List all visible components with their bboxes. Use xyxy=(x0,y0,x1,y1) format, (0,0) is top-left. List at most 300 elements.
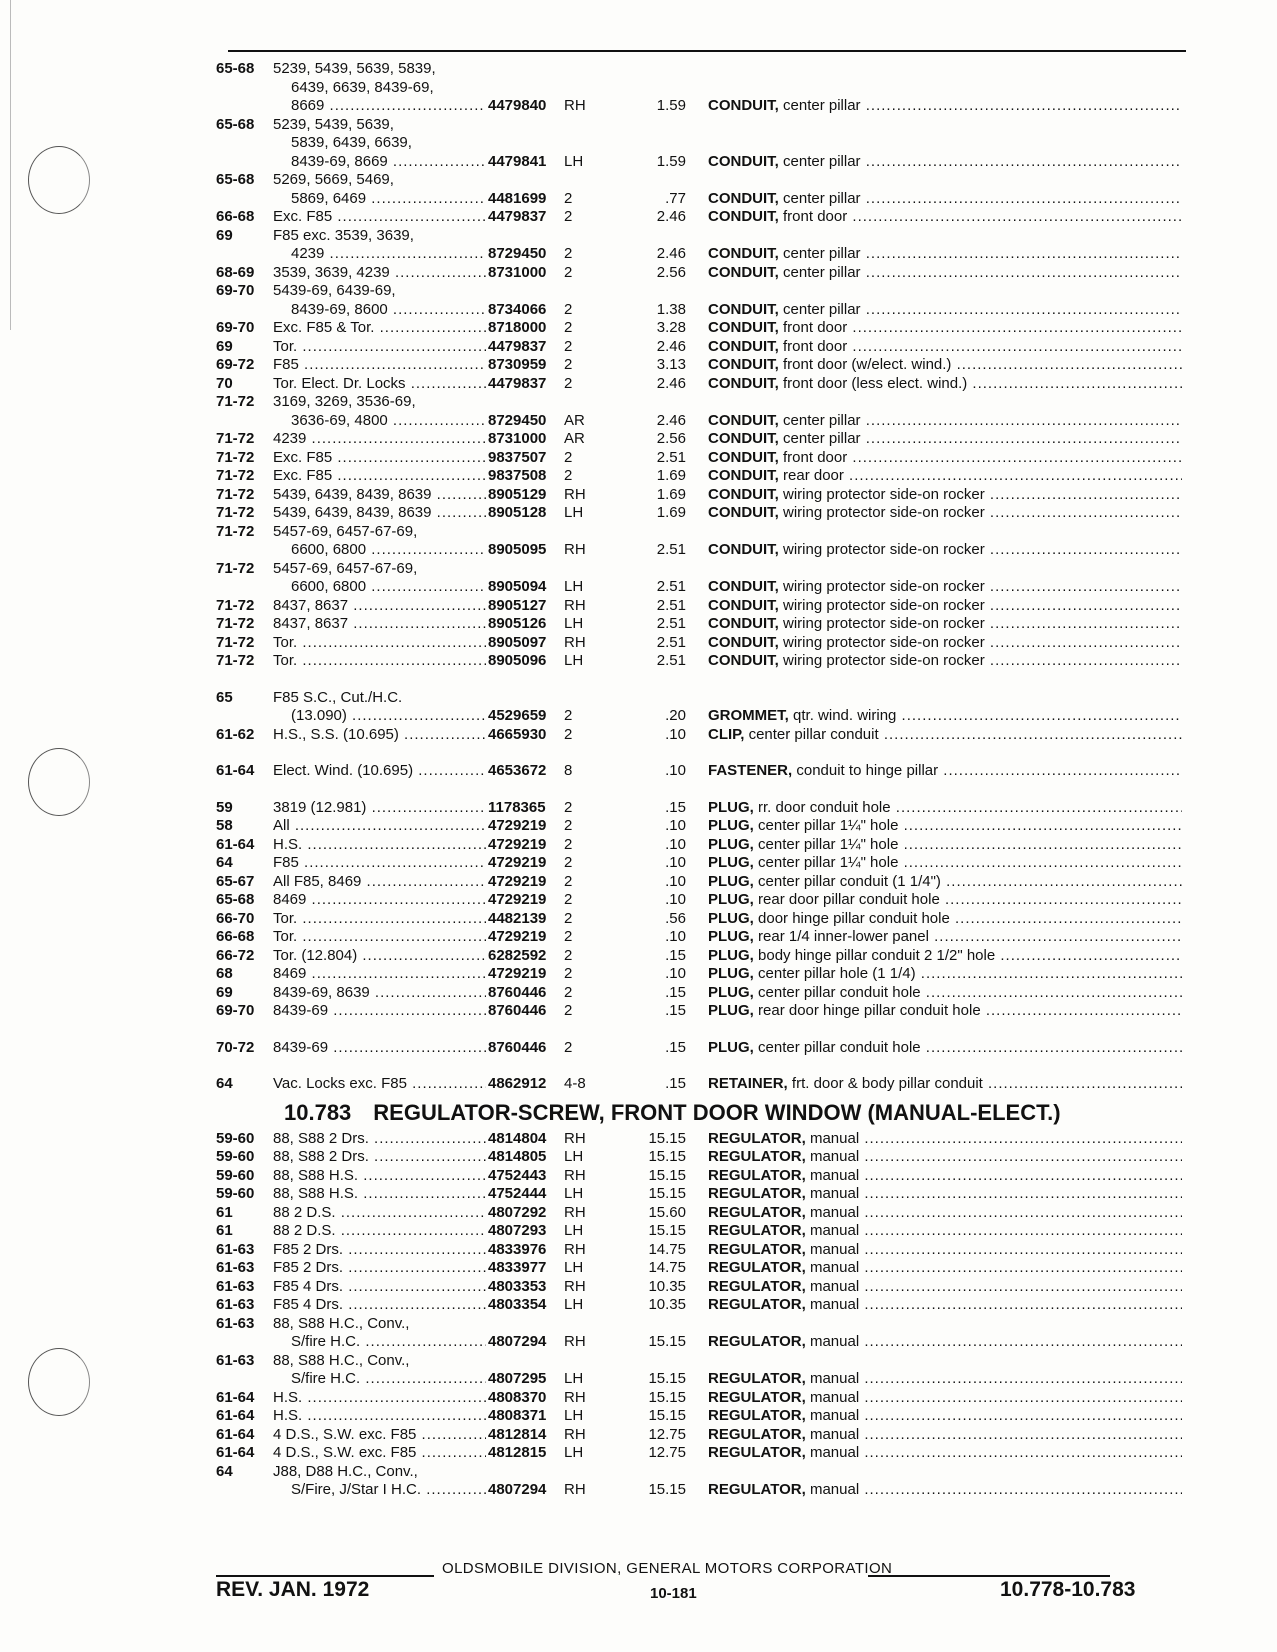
model-applicability: 5439-69, 6439-69, xyxy=(273,282,396,299)
part-name: CONDUIT, xyxy=(708,596,779,614)
model-applicability: Exc. F85 ..... xyxy=(273,467,486,486)
quantity: 2 xyxy=(564,707,573,724)
part-row xyxy=(216,1463,1188,1482)
quantity: 2 xyxy=(564,1038,573,1056)
part-row xyxy=(216,817,1188,836)
quantity: RH xyxy=(564,541,586,558)
model-applicability: 88 2 D.S. ..... xyxy=(273,1204,486,1223)
list-price: 14.75 xyxy=(648,1240,686,1258)
part-number: 4812814 xyxy=(488,1425,547,1443)
part-row xyxy=(216,1241,1188,1260)
model-applicability: All F85, 8469 ..... xyxy=(273,873,486,892)
part-name: REGULATOR, xyxy=(708,1203,806,1221)
part-number: 4729219 xyxy=(488,872,547,890)
part-row xyxy=(216,208,1188,227)
part-description xyxy=(708,762,1182,781)
part-description xyxy=(708,486,1182,505)
part-detail: wiring protector side-on rocker xyxy=(783,504,985,521)
part-description xyxy=(708,597,1182,616)
model-years: 71-72 xyxy=(216,393,255,410)
part-name: PLUG, xyxy=(708,983,754,1001)
model-applicability: Exc. F85 ..... xyxy=(273,449,486,468)
quantity: 2 xyxy=(564,300,573,318)
part-number: 4729219 xyxy=(488,965,547,982)
part-row xyxy=(216,891,1188,910)
part-name: CONDUIT, xyxy=(708,504,779,521)
part-name: CONDUIT, xyxy=(708,374,779,392)
part-name: REGULATOR, xyxy=(708,1407,806,1424)
part-detail: manual xyxy=(809,1388,860,1406)
part-detail: wiring protector side-on rocker xyxy=(783,615,985,632)
part-detail: manual xyxy=(809,1277,860,1295)
part-detail: center pillar xyxy=(783,300,861,318)
part-description xyxy=(708,1370,1182,1389)
part-number: 4808370 xyxy=(488,1388,547,1406)
part-description xyxy=(708,615,1182,634)
model-applicability: 4239 ..... xyxy=(291,245,486,264)
part-number: 8729450 xyxy=(488,245,547,262)
part-number: 9837508 xyxy=(488,467,547,484)
part-row xyxy=(216,1481,1188,1500)
model-applicability: 5269, 5669, 5469, xyxy=(273,171,394,188)
part-row xyxy=(216,319,1188,338)
part-description xyxy=(708,97,1182,116)
part-description xyxy=(708,356,1182,375)
quantity: RH xyxy=(564,1388,586,1406)
part-detail: manual xyxy=(809,1407,860,1424)
part-row xyxy=(216,1185,1188,1204)
part-number: 4752443 xyxy=(488,1166,547,1184)
part-row xyxy=(216,153,1188,172)
part-detail: manual xyxy=(809,1370,860,1387)
model-years: 66-68 xyxy=(216,208,255,225)
part-row xyxy=(216,1407,1188,1426)
quantity: RH xyxy=(564,97,586,114)
model-years: 64 xyxy=(216,1075,233,1092)
list-price: .77 xyxy=(665,189,686,207)
model-years: 71-72 xyxy=(216,430,255,447)
quantity: RH xyxy=(564,1425,586,1443)
part-number: 4729219 xyxy=(488,817,547,834)
part-number: 8905095 xyxy=(488,541,547,558)
parts-table xyxy=(216,60,1188,1500)
model-applicability: J88, D88 H.C., Conv., xyxy=(273,1462,418,1480)
part-description xyxy=(708,1075,1182,1094)
part-row xyxy=(216,965,1188,984)
list-price: 2.51 xyxy=(656,615,686,632)
model-years: 61-63 xyxy=(216,1314,255,1332)
list-price: .10 xyxy=(665,725,686,743)
model-years: 71-72 xyxy=(216,485,255,503)
part-row xyxy=(216,134,1188,153)
part-row xyxy=(216,854,1188,873)
model-years: 66-70 xyxy=(216,909,255,927)
part-number: 8905096 xyxy=(488,652,547,669)
part-description xyxy=(708,836,1182,855)
part-row xyxy=(216,762,1188,781)
quantity: 2 xyxy=(564,245,573,262)
quantity: 2 xyxy=(564,891,573,908)
list-price: 2.51 xyxy=(656,633,686,651)
part-number: 8730959 xyxy=(488,356,547,373)
quantity: RH xyxy=(564,596,586,614)
part-detail: rear door xyxy=(783,467,844,484)
part-description xyxy=(708,817,1182,836)
quantity: 2 xyxy=(564,854,573,871)
part-name: CONDUIT, xyxy=(708,300,779,318)
part-name: REGULATOR, xyxy=(708,1148,806,1165)
model-applicability: F85 S.C., Cut./H.C. xyxy=(273,688,403,706)
part-name: REGULATOR, xyxy=(708,1333,806,1350)
quantity: 2 xyxy=(564,319,573,336)
part-description xyxy=(708,1333,1182,1352)
part-detail: center pillar xyxy=(783,189,861,207)
part-row xyxy=(216,984,1188,1003)
part-detail: front door xyxy=(783,319,848,336)
model-years: 61 xyxy=(216,1203,233,1221)
list-price: 15.15 xyxy=(648,1166,686,1184)
part-name: GROMMET, xyxy=(708,707,789,724)
binder-hole-top xyxy=(28,146,90,214)
model-applicability: 8669 ..... xyxy=(291,97,486,116)
part-detail: center pillar conduit (1 1/4") xyxy=(758,872,941,890)
model-applicability: 8469 ..... xyxy=(273,965,486,984)
list-price: 2.46 xyxy=(656,245,686,262)
model-applicability: 5839, 6439, 6639, xyxy=(291,134,412,151)
revision-date: REV. JAN. 1972 xyxy=(216,1578,370,1601)
part-row xyxy=(216,799,1188,818)
list-price: 15.15 xyxy=(648,1333,686,1350)
page-number: 10-181 xyxy=(650,1585,697,1602)
quantity: 2 xyxy=(564,356,573,373)
model-years: 70-72 xyxy=(216,1038,255,1056)
list-price: 2.51 xyxy=(656,541,686,558)
list-price: 15.15 xyxy=(648,1129,686,1147)
part-row xyxy=(216,1130,1188,1149)
part-description xyxy=(708,910,1182,929)
quantity: 2 xyxy=(564,1002,573,1019)
part-row xyxy=(216,245,1188,264)
model-years: 71-72 xyxy=(216,559,255,577)
part-detail: wiring protector side-on rocker xyxy=(783,652,985,669)
part-number: 4803353 xyxy=(488,1277,547,1295)
part-number: 4807294 xyxy=(488,1481,547,1498)
model-years: 61-63 xyxy=(216,1259,255,1276)
part-name: PLUG, xyxy=(708,798,754,816)
part-row xyxy=(216,1426,1188,1445)
part-number: 4729219 xyxy=(488,891,547,908)
model-years: 59 xyxy=(216,798,233,816)
quantity: 2 xyxy=(564,725,573,743)
list-price: .10 xyxy=(665,835,686,853)
part-description xyxy=(708,430,1182,449)
model-applicability: 88, S88 H.C., Conv., xyxy=(273,1314,410,1332)
part-number: 8905128 xyxy=(488,504,547,521)
list-price: 2.51 xyxy=(656,596,686,614)
section-title: REGULATOR-SCREW, FRONT DOOR WINDOW (MANUAL-ELECT.) xyxy=(373,1099,1061,1125)
part-description xyxy=(708,1167,1182,1186)
model-applicability: (13.090) ..... xyxy=(291,707,486,726)
quantity: LH xyxy=(564,1222,584,1239)
part-number: 4479837 xyxy=(488,337,547,355)
part-number: 4807295 xyxy=(488,1370,547,1387)
part-description xyxy=(708,449,1182,468)
model-applicability: F85 2 Drs. ..... xyxy=(273,1241,486,1260)
list-price: .10 xyxy=(665,854,686,871)
part-detail: qtr. wind. wiring xyxy=(793,707,897,724)
part-description xyxy=(708,984,1182,1003)
part-row xyxy=(216,60,1188,79)
part-detail: manual xyxy=(809,1444,860,1461)
model-applicability: 4 D.S., S.W. exc. F85 ..... xyxy=(273,1444,486,1463)
list-price: 15.15 xyxy=(648,1388,686,1406)
part-detail: center pillar conduit xyxy=(748,725,879,743)
list-price: 2.56 xyxy=(656,430,686,447)
part-name: REGULATOR, xyxy=(708,1166,806,1184)
model-applicability: 5457-69, 6457-67-69, xyxy=(273,559,418,577)
part-description xyxy=(708,1278,1182,1297)
part-detail: body hinge pillar conduit 2 1/2" hole xyxy=(758,946,996,964)
part-detail: manual xyxy=(809,1166,860,1184)
part-detail: frt. door & body pillar conduit xyxy=(791,1075,983,1092)
part-name: PLUG, xyxy=(708,909,754,927)
part-detail: center pillar xyxy=(783,263,861,281)
part-name: PLUG, xyxy=(708,965,754,982)
part-row xyxy=(216,634,1188,653)
part-name: CONDUIT, xyxy=(708,652,779,669)
part-row xyxy=(216,504,1188,523)
model-years: 66-72 xyxy=(216,946,255,964)
model-years: 69-70 xyxy=(216,282,255,299)
part-description xyxy=(708,578,1182,597)
model-applicability: 8439-69 ..... xyxy=(273,1039,486,1058)
part-name: REGULATOR, xyxy=(708,1296,806,1313)
quantity: RH xyxy=(564,1203,586,1221)
model-years: 68 xyxy=(216,965,233,982)
part-name: PLUG, xyxy=(708,946,754,964)
model-years: 64 xyxy=(216,1462,233,1480)
part-number: 4807292 xyxy=(488,1203,547,1221)
part-row xyxy=(216,190,1188,209)
model-years: 65-68 xyxy=(216,60,255,77)
quantity: RH xyxy=(564,1166,586,1184)
part-name: CONDUIT, xyxy=(708,319,779,336)
part-name: REGULATOR, xyxy=(708,1185,806,1202)
part-description xyxy=(708,1444,1182,1463)
model-years: 61-63 xyxy=(216,1277,255,1295)
model-applicability: 6600, 6800 ..... xyxy=(291,578,486,597)
model-applicability: 6439, 6639, 8439-69, xyxy=(291,78,434,96)
part-number: 4812815 xyxy=(488,1444,547,1461)
footer-rule-left xyxy=(216,1575,434,1577)
part-number: 4481699 xyxy=(488,189,547,207)
part-detail: wiring protector side-on rocker xyxy=(783,485,985,503)
part-description xyxy=(708,873,1182,892)
part-detail: front door xyxy=(783,208,848,225)
model-applicability: 5439, 6439, 8439, 8639 ..... xyxy=(273,504,486,523)
part-number: 4729219 xyxy=(488,835,547,853)
model-years: 61-64 xyxy=(216,762,255,779)
model-years: 69-70 xyxy=(216,1002,255,1019)
part-description xyxy=(708,1481,1182,1500)
list-price: 2.51 xyxy=(656,652,686,669)
model-applicability: 8439-69, 8639 ..... xyxy=(273,984,486,1003)
part-detail: center pillar conduit hole xyxy=(758,1038,921,1056)
model-applicability: F85 2 Drs. ..... xyxy=(273,1259,486,1278)
header-rule xyxy=(228,50,1186,52)
part-name: REGULATOR, xyxy=(708,1425,806,1443)
model-applicability: S/fire H.C. ..... xyxy=(291,1370,486,1389)
part-number: 4665930 xyxy=(488,725,547,743)
model-applicability: 88, S88 2 Drs. ..... xyxy=(273,1130,486,1149)
quantity: AR xyxy=(564,430,585,447)
part-description xyxy=(708,467,1182,486)
quantity: AR xyxy=(564,411,585,429)
part-number: 8731000 xyxy=(488,430,547,447)
part-row xyxy=(216,301,1188,320)
part-number: 4653672 xyxy=(488,762,547,779)
model-applicability: F85 ..... xyxy=(273,356,486,375)
model-applicability: H.S. ..... xyxy=(273,1407,486,1426)
part-row xyxy=(216,79,1188,98)
part-number: 8760446 xyxy=(488,983,547,1001)
part-description xyxy=(708,634,1182,653)
model-years: 71-72 xyxy=(216,652,255,669)
list-price: .10 xyxy=(665,891,686,908)
part-description xyxy=(708,504,1182,523)
part-detail: manual xyxy=(809,1333,860,1350)
list-price: 15.15 xyxy=(648,1370,686,1387)
part-detail: wiring protector side-on rocker xyxy=(783,578,985,595)
part-row xyxy=(216,652,1188,671)
part-detail: front door xyxy=(783,337,848,355)
part-name: PLUG, xyxy=(708,854,754,871)
model-applicability: H.S. ..... xyxy=(273,1389,486,1408)
model-applicability: 5239, 5439, 5639, xyxy=(273,115,394,133)
model-years: 71-72 xyxy=(216,504,255,521)
part-number: 4814805 xyxy=(488,1148,547,1165)
part-row xyxy=(216,264,1188,283)
quantity: RH xyxy=(564,633,586,651)
list-price: .15 xyxy=(665,1075,686,1092)
quantity: LH xyxy=(564,1296,584,1313)
quantity: 8 xyxy=(564,762,573,779)
part-detail: manual xyxy=(809,1203,860,1221)
model-applicability: Tor. ..... xyxy=(273,928,486,947)
part-description xyxy=(708,1389,1182,1408)
part-detail: conduit to hinge pillar xyxy=(796,762,939,779)
part-detail: center pillar xyxy=(783,245,861,262)
list-price: .15 xyxy=(665,983,686,1001)
part-number: 8734066 xyxy=(488,300,547,318)
quantity: 2 xyxy=(564,946,573,964)
part-name: REGULATOR, xyxy=(708,1259,806,1276)
model-years: 61 xyxy=(216,1222,233,1239)
footer-corporation: OLDSMOBILE DIVISION, GENERAL MOTORS CORPORATION xyxy=(442,1560,893,1577)
part-description xyxy=(708,208,1182,227)
list-price: 2.56 xyxy=(656,263,686,281)
part-detail: manual xyxy=(809,1129,860,1147)
list-price: .15 xyxy=(665,946,686,964)
list-price: 12.75 xyxy=(648,1425,686,1443)
section-number: 10.783 xyxy=(284,1099,352,1125)
part-row xyxy=(216,947,1188,966)
model-years: 61-64 xyxy=(216,1407,255,1424)
model-applicability: 4239 ..... xyxy=(273,430,486,449)
model-applicability: 8437, 8637 ..... xyxy=(273,615,486,634)
part-row xyxy=(216,393,1188,412)
part-number: 8905127 xyxy=(488,596,547,614)
part-description xyxy=(708,319,1182,338)
part-detail: center pillar xyxy=(783,152,861,170)
model-years: 65 xyxy=(216,688,233,706)
part-number: 4729219 xyxy=(488,854,547,871)
list-price: 12.75 xyxy=(648,1444,686,1461)
list-price: 3.13 xyxy=(656,356,686,373)
model-applicability: 8439-69, 8600 ..... xyxy=(291,301,486,320)
model-applicability: 8469 ..... xyxy=(273,891,486,910)
part-name: CONDUIT, xyxy=(708,633,779,651)
model-years: 61-64 xyxy=(216,1388,255,1406)
part-row xyxy=(216,726,1188,745)
part-name: PLUG, xyxy=(708,928,754,945)
part-description xyxy=(708,412,1182,431)
part-row xyxy=(216,541,1188,560)
model-years: 69 xyxy=(216,337,233,355)
quantity: LH xyxy=(564,578,584,595)
part-detail: door hinge pillar conduit hole xyxy=(758,909,950,927)
part-detail: rear door pillar conduit hole xyxy=(758,891,940,908)
part-description xyxy=(708,947,1182,966)
list-price: 3.28 xyxy=(656,319,686,336)
model-years: 69-70 xyxy=(216,319,255,336)
part-name: PLUG, xyxy=(708,1002,754,1019)
model-years: 71-72 xyxy=(216,467,255,484)
model-applicability: 3169, 3269, 3536-69, xyxy=(273,393,416,410)
part-row xyxy=(216,282,1188,301)
model-applicability: All ..... xyxy=(273,817,486,836)
part-row xyxy=(216,1278,1188,1297)
model-years: 59-60 xyxy=(216,1166,255,1184)
part-number: 4752444 xyxy=(488,1185,547,1202)
part-detail: manual xyxy=(809,1222,860,1239)
list-price: 1.69 xyxy=(656,467,686,484)
quantity: LH xyxy=(564,1259,584,1276)
part-row xyxy=(216,1352,1188,1371)
part-name: CONDUIT, xyxy=(708,448,779,466)
model-years: 66-68 xyxy=(216,928,255,945)
part-number: 6282592 xyxy=(488,946,547,964)
part-detail: center pillar 1¼" hole xyxy=(758,835,899,853)
model-years: 71-72 xyxy=(216,448,255,466)
part-name: CONDUIT, xyxy=(708,245,779,262)
part-row xyxy=(216,1315,1188,1334)
list-price: 1.59 xyxy=(656,97,686,114)
part-name: REGULATOR, xyxy=(708,1370,806,1387)
part-description xyxy=(708,1185,1182,1204)
list-price: 15.15 xyxy=(648,1407,686,1424)
list-price: 10.35 xyxy=(648,1296,686,1313)
quantity: RH xyxy=(564,485,586,503)
list-price: 15.15 xyxy=(648,1481,686,1498)
quantity: 2 xyxy=(564,965,573,982)
part-detail: front door (w/elect. wind.) xyxy=(783,356,952,373)
part-number: 4803354 xyxy=(488,1296,547,1313)
quantity: 2 xyxy=(564,337,573,355)
quantity: 2 xyxy=(564,798,573,816)
part-detail: center pillar xyxy=(783,411,861,429)
part-number: 1178365 xyxy=(488,798,546,816)
